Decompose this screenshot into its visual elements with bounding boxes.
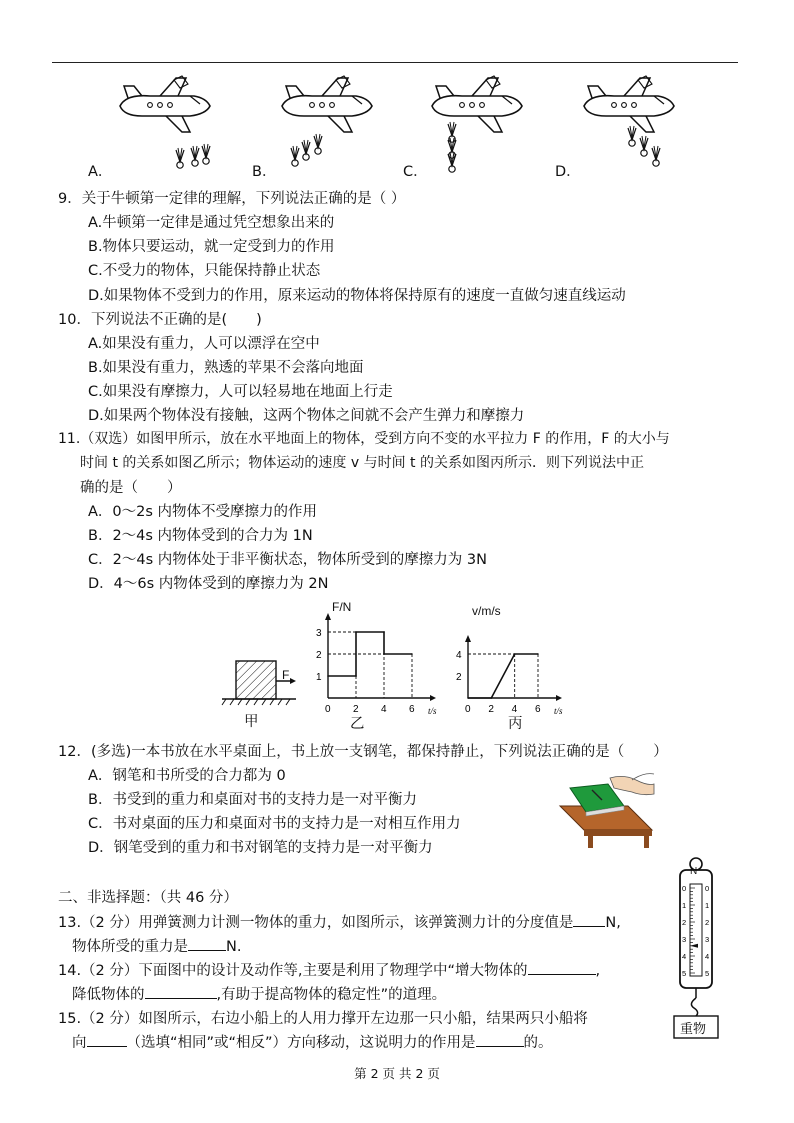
q11-fig-yi-label: 乙 bbox=[350, 716, 365, 732]
q12-option-b: B．书受到的重力和桌面对书的支持力是一对平衡力 bbox=[88, 792, 417, 808]
q12-option-a: A．钢笔和书所受的合力都为 0 bbox=[88, 768, 286, 784]
data-point-1 bbox=[491, 697, 493, 699]
q11-stem-line2: 时间 t 的关系如图乙所示；物体运动的速度 v 与时间 t 的关系如图丙所示．则下列说法中正 bbox=[80, 455, 644, 471]
x-axis-title: t/s bbox=[554, 706, 563, 716]
spring-scale-illustration bbox=[668, 856, 728, 1041]
scale-left-label-0: 0 bbox=[682, 884, 687, 893]
q11-v-axis-label: v/m/s bbox=[472, 604, 501, 618]
data-point-0 bbox=[467, 697, 469, 699]
q15-text-a: 向 bbox=[72, 1035, 87, 1051]
top-rule bbox=[52, 62, 738, 63]
q11-f-axis-label: F/N bbox=[332, 600, 352, 614]
scale-right-label-2: 2 bbox=[705, 918, 710, 927]
q8-figures bbox=[60, 68, 740, 178]
x-tick-label-2: 2 bbox=[488, 704, 494, 715]
data-point-5 bbox=[411, 653, 413, 655]
scale-right-label-1: 1 bbox=[705, 901, 710, 910]
q14-blank-1[interactable] bbox=[528, 960, 596, 975]
q15-blank-2[interactable] bbox=[476, 1032, 524, 1047]
q14-text-c: 降低物体的 bbox=[72, 987, 145, 1003]
scale-left-label-4: 4 bbox=[682, 952, 687, 961]
q14-text-d: ,有助于提高物体的稳定性”的道理。 bbox=[216, 987, 447, 1003]
q8-option-c: C． bbox=[403, 164, 428, 180]
x-tick-label-6: 6 bbox=[535, 704, 541, 715]
q8-option-b: B． bbox=[252, 164, 277, 180]
y-tick-label-2: 2 bbox=[456, 672, 462, 683]
q15-text-b: （选填“相同”或“相反”）方向移动，这说明力的作用是 bbox=[126, 1035, 476, 1051]
data-point-3 bbox=[383, 631, 385, 633]
q13-text-d: N. bbox=[226, 939, 242, 955]
x-axis-arrow bbox=[556, 695, 562, 701]
q14-text-a: 14.（2 分）下面图中的设计及动作等,主要是利用了物理学中“增大物体的 bbox=[58, 963, 528, 979]
q14-blank-2[interactable] bbox=[145, 984, 217, 999]
q11-fig-bing-label: 丙 bbox=[508, 716, 523, 732]
q11-option-d: D．4～6s 内物体受到的摩擦力为 2N bbox=[88, 576, 329, 592]
data-point-0 bbox=[327, 675, 329, 677]
q11-option-a: A．0～2s 内物体不受摩擦力的作用 bbox=[88, 504, 318, 520]
x-tick-label-0: 0 bbox=[325, 704, 331, 715]
scale-top-letter: N bbox=[690, 866, 698, 877]
q10-option-b: B.如果没有重力，熟透的苹果不会落向地面 bbox=[88, 360, 364, 376]
data-point-1 bbox=[355, 675, 357, 677]
q11-fig-jia-label: 甲 bbox=[244, 714, 259, 730]
q15-line1: 15.（2 分）如图所示，右边小船上的人用力撑开左边那一只小船，结果两只小船将 bbox=[58, 1011, 588, 1027]
q11-chart-yi bbox=[300, 600, 460, 720]
q11-chart-bing bbox=[440, 600, 580, 720]
q11-option-b: B．2～4s 内物体受到的合力为 1N bbox=[88, 528, 313, 544]
scale-right-label-0: 0 bbox=[705, 884, 710, 893]
scale-left-label-1: 1 bbox=[682, 901, 687, 910]
y-tick-label-1: 1 bbox=[316, 672, 322, 683]
q10-option-d: D.如果两个物体没有接触，这两个物体之间就不会产生弹力和摩擦力 bbox=[88, 408, 525, 424]
q14-text-b: , bbox=[595, 963, 601, 979]
q14-line2 bbox=[72, 983, 446, 1004]
data-point-4 bbox=[383, 653, 385, 655]
q13-line2 bbox=[72, 935, 241, 956]
x-tick-label-4: 4 bbox=[381, 704, 387, 715]
q13-blank-1[interactable] bbox=[573, 912, 605, 927]
q10-option-c: C.如果没有摩擦力，人可以轻易地在地面上行走 bbox=[88, 384, 393, 400]
q8-option-d: D． bbox=[555, 164, 581, 180]
q13-text-b: N, bbox=[605, 915, 621, 931]
x-tick-label-2: 2 bbox=[353, 704, 359, 715]
q9-option-b: B.物体只要运动，就一定受到力的作用 bbox=[88, 239, 335, 255]
x-tick-label-4: 4 bbox=[511, 704, 518, 715]
page-footer: 第 2 页 共 2 页 bbox=[354, 1066, 440, 1081]
data-point-3 bbox=[537, 653, 539, 655]
y-tick-label-3: 3 bbox=[316, 628, 322, 639]
q13-blank-2[interactable] bbox=[188, 936, 226, 951]
scale-left-label-5: 5 bbox=[682, 969, 687, 978]
data-point-2 bbox=[514, 653, 516, 655]
scale-pointer bbox=[690, 944, 698, 948]
x-axis-title: t/s bbox=[428, 706, 437, 716]
y-tick-label-4: 4 bbox=[456, 650, 462, 661]
x-tick-label-0: 0 bbox=[465, 704, 471, 715]
q11-stem-line3: 确的是（ ） bbox=[80, 480, 182, 496]
data-point-2 bbox=[355, 631, 357, 633]
scale-right-label-5: 5 bbox=[705, 969, 710, 978]
q11-force-label: F bbox=[282, 668, 290, 682]
q9-option-a: A.牛顿第一定律是通过凭空想象出来的 bbox=[88, 215, 335, 231]
q12-option-c: C．书对桌面的压力和桌面对书的支持力是一对相互作用力 bbox=[88, 816, 461, 832]
x-axis-arrow bbox=[430, 695, 436, 701]
q13-text-a: 13.（2 分）用弹簧测力计测一物体的重力，如图所示，该弹簧测力计的分度值是 bbox=[58, 915, 574, 931]
q10-option-a: A.如果没有重力，人可以漂浮在空中 bbox=[88, 336, 320, 352]
scale-right-label-3: 3 bbox=[705, 935, 710, 944]
q12-option-d: D．钢笔受到的重力和书对钢笔的支持力是一对平衡力 bbox=[88, 840, 433, 856]
q9-option-d: D.如果物体不受到力的作用，原来运动的物体将保持原有的速度一直做匀速直线运动 bbox=[88, 288, 626, 304]
q13-text-c: 物体所受的重力是 bbox=[72, 939, 188, 955]
q12-stem: 12．(多选)一本书放在水平桌面上，书上放一支钢笔，都保持静止，下列说法正确的是（ ） bbox=[58, 744, 668, 760]
y-axis-arrow bbox=[465, 635, 471, 642]
q11-stem-line1: 11.（双选）如图甲所示，放在水平地面上的物体，受到方向不变的水平拉力 F 的作用，F 的大小与 bbox=[58, 431, 670, 447]
q15-text-c: 的。 bbox=[523, 1035, 553, 1051]
q11-figure-jia bbox=[220, 655, 300, 715]
q10-stem: 10．下列说法不正确的是( ) bbox=[58, 312, 262, 328]
q9-option-c: C.不受力的物体，只能保持静止状态 bbox=[88, 263, 321, 279]
q13-line1 bbox=[58, 911, 621, 932]
q9-stem: 9．关于牛顿第一定律的理解，下列说法正确的是（ ） bbox=[58, 191, 406, 207]
q15-line2 bbox=[72, 1031, 553, 1052]
section2-heading: 二、非选择题：（共 46 分） bbox=[58, 890, 238, 906]
series-line bbox=[468, 654, 538, 698]
q14-line1 bbox=[58, 959, 600, 980]
x-tick-label-6: 6 bbox=[409, 704, 415, 715]
scale-left-label-3: 3 bbox=[682, 935, 687, 944]
q8-option-a: A． bbox=[88, 164, 113, 180]
weight-label: 重物 bbox=[680, 1022, 707, 1037]
q11-option-c: C．2～4s 内物体处于非平衡状态，物体所受到的摩擦力为 3N bbox=[88, 552, 487, 568]
scale-right-label-4: 4 bbox=[705, 952, 710, 961]
scale-left-label-2: 2 bbox=[682, 918, 687, 927]
q15-blank-1[interactable] bbox=[87, 1032, 127, 1047]
y-axis-arrow bbox=[325, 613, 331, 620]
book-on-desk-illustration bbox=[558, 772, 656, 848]
y-tick-label-2: 2 bbox=[316, 650, 322, 661]
